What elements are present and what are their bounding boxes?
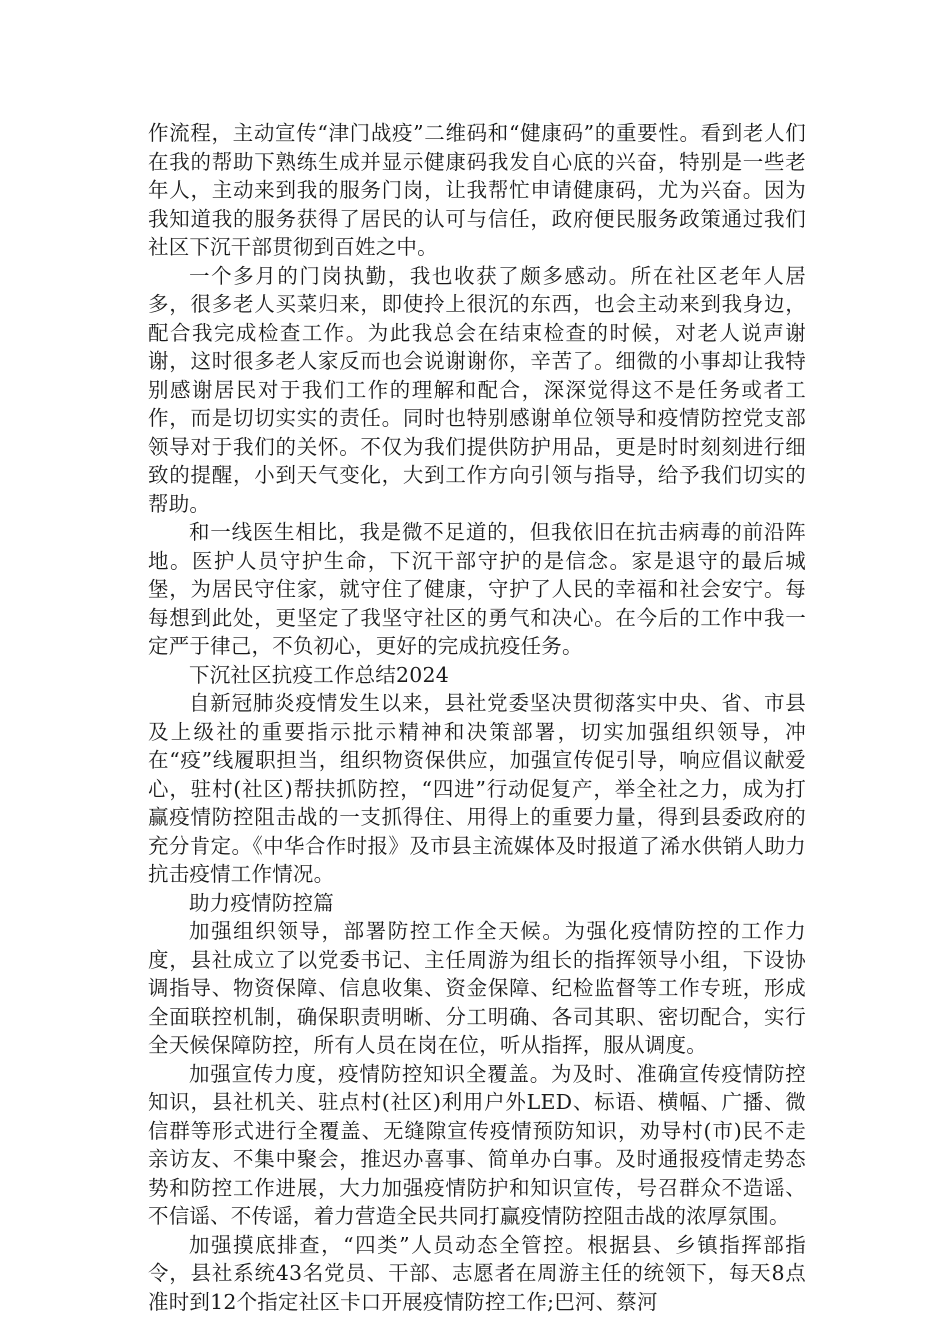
paragraph: 一个多月的门岗执勤，我也收获了颇多感动。所在社区老年人居多，很多老人买菜归来，即使拎上很沉的东西，也会主动来到我身边，配合我完成检查工作。为此我总会在结束检查的时候，对老人说声谢谢，这时很多老人家反而也会说谢谢你，辛苦了。细微的小事却让我特别感谢居民对于我们工作的理解和配合，深深觉得这不是任务或者工作，而是切切实实的责任。同时也特别感谢单位领导和疫情防控党支部领导对于我们的关怀。不仅为我们提供防护用品，更是时时刻刻进行细致的提醒，小到天气变化，大到工作方向引领与指导，给予我们切实的帮助。 xyxy=(148,263,806,516)
paragraph: 加强宣传力度，疫情防控知识全覆盖。为及时、准确宣传疫情防控知识，县社机关、驻点村(社区)利用户外LED、标语、横幅、广播、微信群等形式进行全覆盖、无缝隙宣传疫情预防知识，劝导村(市)民不走亲访友、不集中聚会，推迟办喜事、简单办白事。及时通报疫情走势态势和防控工作进展，大力加强疫情防护和知识宣传，号召群众不造谣、不信谣、不传谣，着力营造全民共同打赢疫情防控阻击战的浓厚氛围。 xyxy=(148,1061,806,1228)
section-title: 下沉社区抗疫工作总结2024 xyxy=(189,662,449,687)
paragraph: 和一线医生相比，我是微不足道的，但我依旧在抗击病毒的前沿阵地。医护人员守护生命，下沉干部守护的是信念。家是退守的最后城堡，为居民守住家，就守住了健康，守护了人民的幸福和社会安宁。每每想到此处，更坚定了我坚守社区的勇气和决心。在今后的工作中我一定严于律己，不负初心，更好的完成抗疫任务。 xyxy=(148,520,806,658)
section-heading: 助力疫情防控篇 xyxy=(189,890,334,915)
paragraph: 自新冠肺炎疫情发生以来，县社党委坚决贯彻落实中央、省、市县及上级社的重要指示批示精神和决策部署，切实加强组织领导，冲在“疫”线履职担当，组织物资保供应，加强宣传促引导，响应倡议献爱心，驻村(社区)帮扶抓防控，“四进”行动促复产，举全社之力，成为打赢疫情防控阻击战的一支抓得住、用得上的重要力量，得到县委政府的充分肯定。《中华合作时报》及市县主流媒体及时报道了浠水供销人助力抗击疫情工作情况。 xyxy=(148,691,806,886)
paragraph: 加强组织领导，部署防控工作全天候。为强化疫情防控的工作力度，县社成立了以党委书记、主任周游为组长的指挥领导小组，下设协调指导、物资保障、信息收集、资金保障、纪检监督等工作专班，形成全面联控机制，确保职责明晰、分工明确、各司其职、密切配合，实行全天候保障防控，所有人员在岗在位，听从指挥，服从调度。 xyxy=(148,919,806,1057)
paragraph-continuation: 作流程，主动宣传“津门战疫”二维码和“健康码”的重要性。看到老人们在我的帮助下熟练生成并显示健康码我发自心底的兴奋，特别是一些老年人，主动来到我的服务门岗，让我帮忙申请健康码，尤为兴奋。因为我知道我的服务获得了居民的认可与信任，政府便民服务政策通过我们社区下沉干部贯彻到百姓之中。 xyxy=(148,121,806,259)
paragraph: 加强摸底排查，“四类”人员动态全管控。根据县、乡镇指挥部指令，县社系统43名党员、干部、志愿者在周游主任的统领下，每天8点准时到12个指定社区卡口开展疫情防控工作;巴河、蔡河 xyxy=(148,1232,806,1314)
document-body xyxy=(148,119,806,1316)
